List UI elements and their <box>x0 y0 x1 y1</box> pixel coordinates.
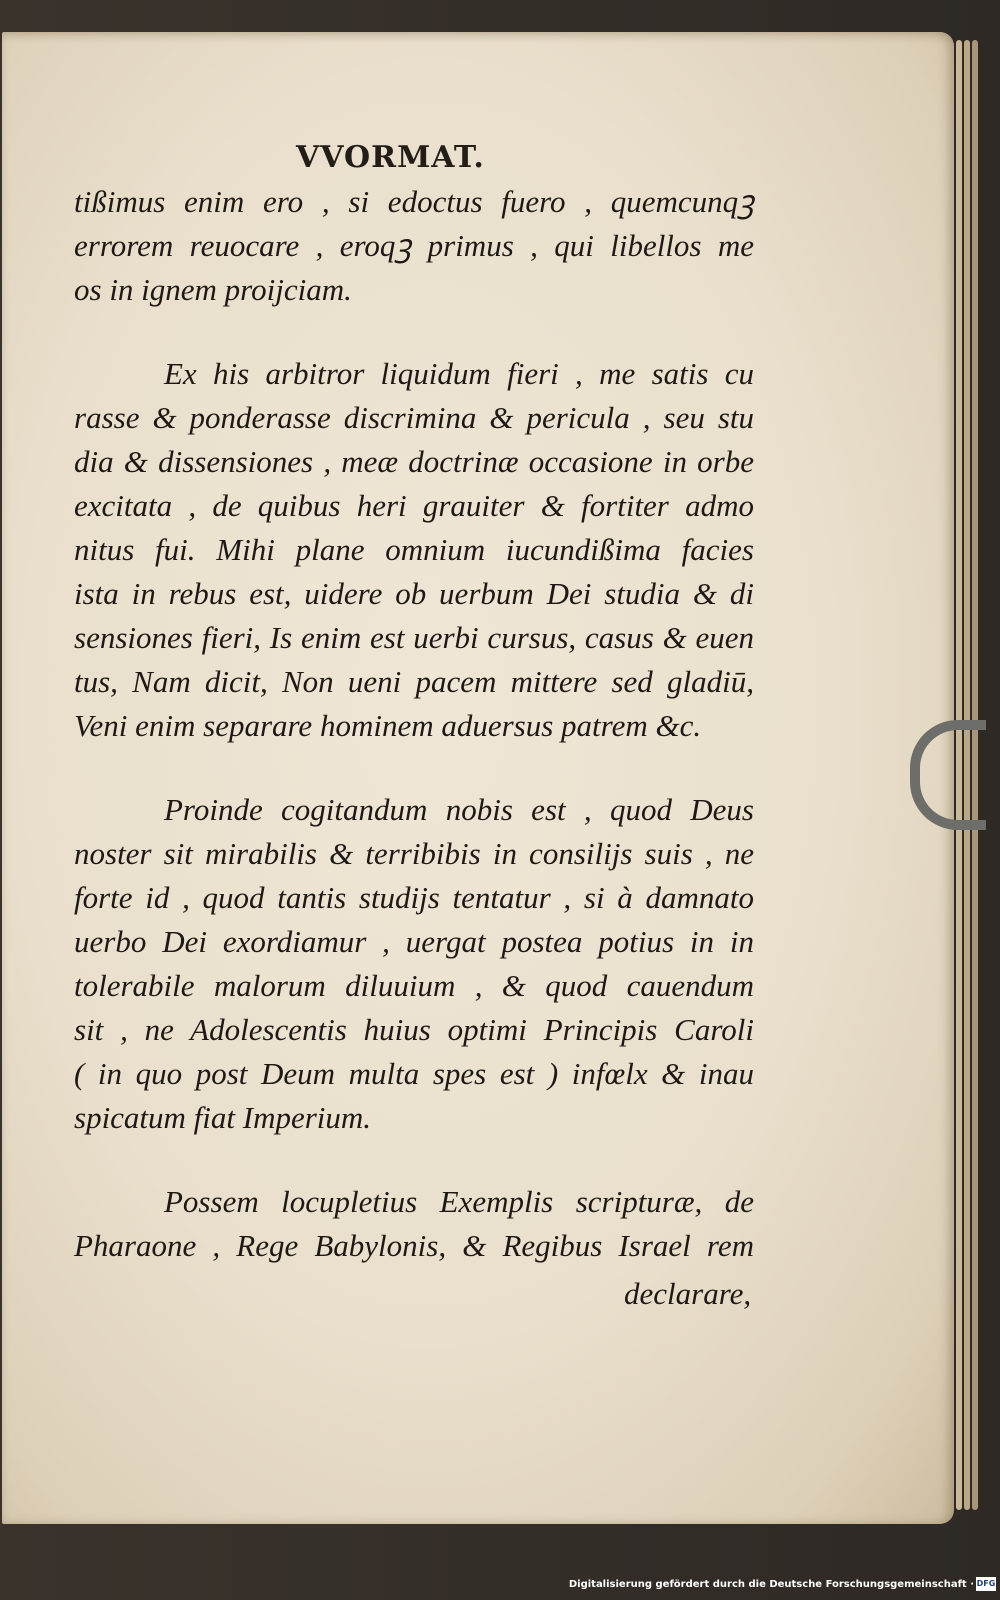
digitization-credit: Digitalisierung gefördert durch die Deutsche Forschungsgemeinschaft · <box>568 1579 974 1590</box>
text-line: ista in rebus est, uidere ob uerbum Dei studia & di <box>74 576 754 611</box>
text-line: Veni enim separare hominem aduersus patrem &c. <box>74 708 702 743</box>
text-line: dia & dissensiones , meæ doctrinæ occasione in orbe <box>74 444 754 479</box>
text-line: sit , ne Adolescentis huius optimi Principis Caroli <box>74 1012 754 1047</box>
text-line: tißimus enim ero , si edoctus fuero , quemcunqꝫ <box>74 184 754 219</box>
text-line: excitata , de quibus heri grauiter & fortiter admo <box>74 488 754 523</box>
text-line: sensiones fieri, Is enim est uerbi cursus, casus & euen <box>74 620 754 655</box>
text-line: Ex his arbitror liquidum fieri , me satis cu <box>164 356 754 391</box>
paragraph <box>74 352 764 748</box>
text-line: os in ignem proijciam. <box>74 272 352 307</box>
paragraph <box>74 180 764 312</box>
text-line: Pharaone , Rege Babylonis, & Regibus Israel rem <box>74 1228 754 1263</box>
text-line: rasse & ponderasse discrimina & pericula , seu stu <box>74 400 754 435</box>
paragraph <box>74 788 764 1140</box>
text-line: Proinde cogitandum nobis est , quod Deus <box>164 792 754 827</box>
text-line: forte id , quod tantis studijs tentatur , si à damnato <box>74 880 754 915</box>
text-line: noster sit mirabilis & terribibis in consilijs suis , ne <box>74 836 754 871</box>
text-line: uerbo Dei exordiamur , uergat postea potius in in <box>74 924 754 959</box>
catchword: declarare, <box>624 1276 752 1311</box>
text-line: tolerabile malorum diluuium , & quod cauendum <box>74 968 754 1003</box>
text-line: nitus fui. Mihi plane omnium iucundißima facies <box>74 532 754 567</box>
dfg-logo: DFG <box>976 1577 996 1591</box>
text-line: ( in quo post Deum multa spes est ) infœlx & inau <box>74 1056 754 1091</box>
running-head: VVORMAT. <box>296 140 485 175</box>
body-text <box>74 180 764 1268</box>
text-line: Possem locupletius Exemplis scripturæ, de <box>164 1184 754 1219</box>
text-line: spicatum fiat Imperium. <box>74 1100 372 1135</box>
clip-holder <box>910 720 986 830</box>
paragraph <box>74 1180 764 1268</box>
text-line: errorem reuocare , eroqꝫ primus , qui libellos me <box>74 228 754 263</box>
text-line: tus, Nam dicit, Non ueni pacem mittere sed gladiū, <box>74 664 754 699</box>
